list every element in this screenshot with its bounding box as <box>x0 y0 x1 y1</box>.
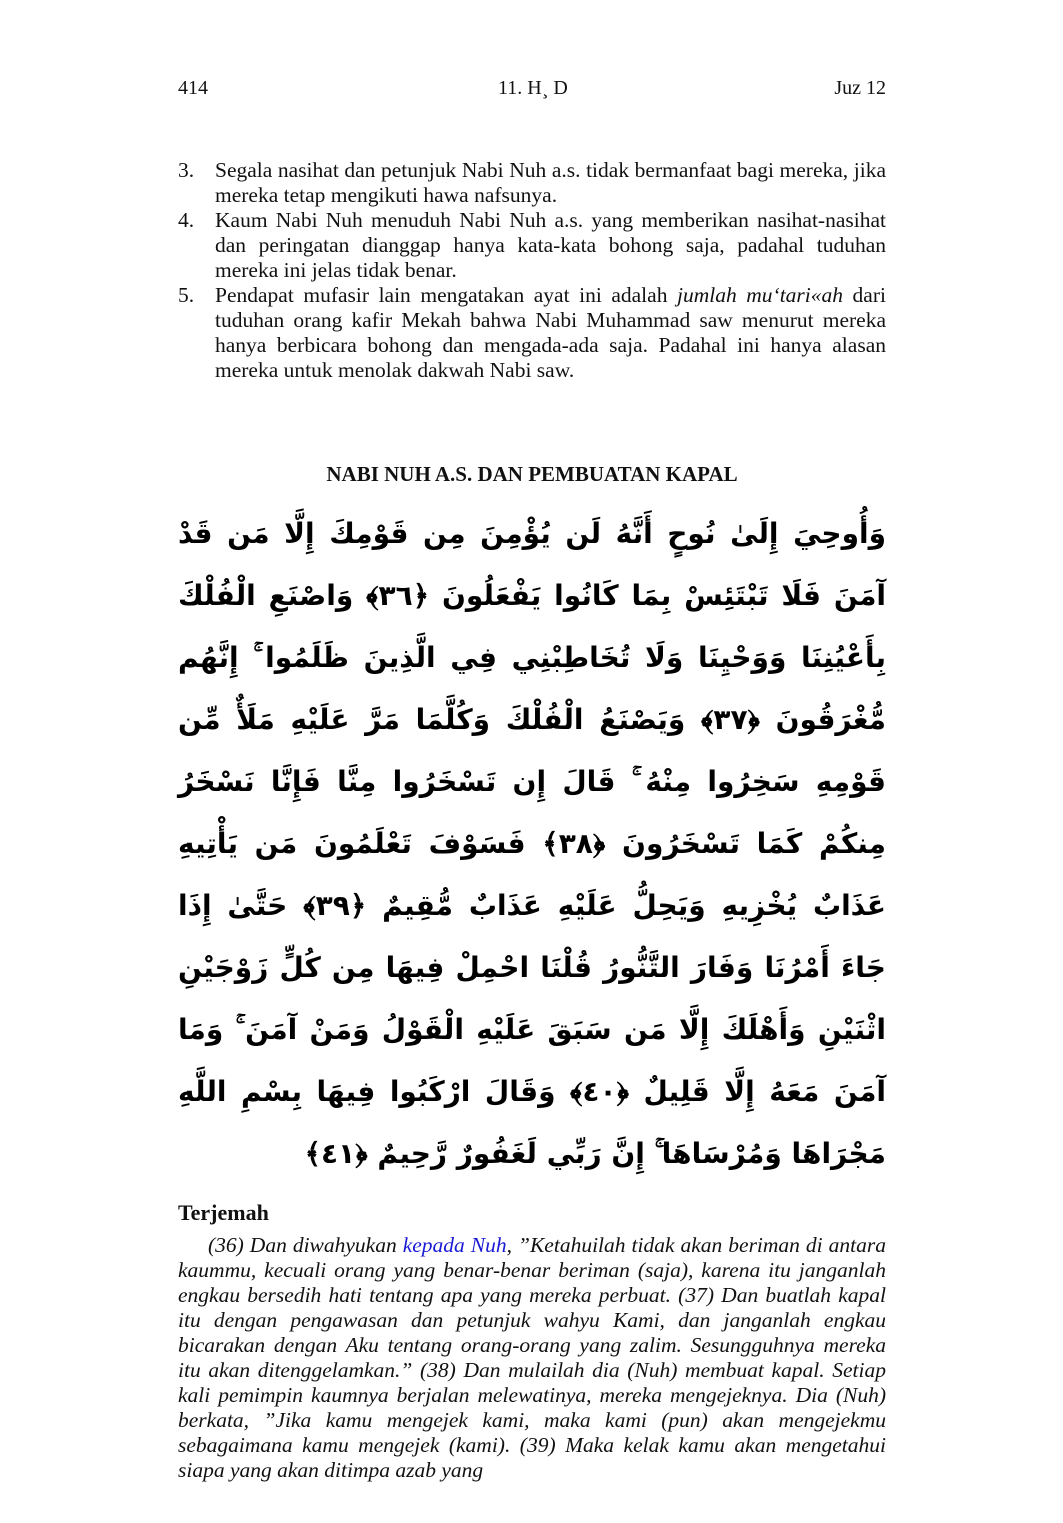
text-segment: Pendapat mufasir lain mengatakan ayat ini adalah <box>215 283 677 307</box>
section-heading: NABI NUH A.S. DAN PEMBUATAN KAPAL <box>326 462 738 486</box>
arabic-verses: وَأُوحِيَ إِلَىٰ نُوحٍ أَنَّهُ لَن يُؤْمِنَ مِن قَوْمِكَ إِلَّا مَن قَدْ آمَنَ فَلَا تَبْتَئِسْ بِمَا كَانُوا يَفْعَلُونَ ﴿٣٦﴾ وَاصْنَعِ الْفُلْكَ بِأَعْيُنِنَا وَوَحْيِنَا وَلَا تُخَاطِبْنِي فِي الَّذِينَ ظَلَمُوا ۚ إِنَّهُم مُّغْرَقُونَ ﴿٣٧﴾ وَيَصْنَعُ الْفُلْكَ وَكُلَّمَا مَرَّ عَلَيْهِ مَلَأٌ مِّن قَوْمِهِ سَخِرُوا مِنْهُ ۚ قَالَ إِن تَسْخَرُوا مِنَّا فَإِنَّا نَسْخَرُ مِنكُمْ كَمَا تَسْخَرُونَ ﴿٣٨﴾ فَسَوْفَ تَعْلَمُونَ مَن يَأْتِيهِ عَذَابٌ يُخْزِيهِ وَيَحِلُّ عَلَيْهِ عَذَابٌ مُّقِيمٌ ﴿٣٩﴾ حَتَّىٰ إِذَا جَاءَ أَمْرُنَا وَفَارَ التَّنُّورُ قُلْنَا احْمِلْ فِيهَا مِن كُلٍّ زَوْجَيْنِ اثْنَيْنِ وَأَهْلَكَ إِلَّا مَن سَبَقَ عَلَيْهِ الْقَوْلُ وَمَنْ آمَنَ ۚ وَمَا آمَنَ مَعَهُ إِلَّا قَلِيلٌ ﴿٤٠﴾ وَقَالَ ارْكَبُوا فِيهَا بِسْمِ اللَّهِ مَجْرَاهَا وَمُرْسَاهَا ۚ إِنَّ رَبِّي لَغَفُورٌ رَّحِيمٌ ﴿٤١﴾ <box>178 517 887 1170</box>
page-header <box>178 76 886 102</box>
list-item <box>178 283 886 383</box>
surah-title: 11. H¸ D <box>498 77 568 99</box>
text-segment: (36) Dan diwahyukan <box>208 1233 403 1257</box>
list-number: 4. <box>178 208 195 232</box>
points-list <box>178 158 886 383</box>
juz-label: Juz 12 <box>834 77 886 99</box>
italic-term: jumlah mu‘tari«ah <box>677 283 844 307</box>
list-number: 5. <box>178 283 195 307</box>
list-number: 3. <box>178 158 195 182</box>
list-text: Kaum Nabi Nuh menuduh Nabi Nuh a.s. yang memberikan nasihat-nasihat dan peringatan dianggap hanya kata-kata bohong saja, padahal tuduhan mereka ini jelas tidak benar. <box>215 208 886 282</box>
page-number: 414 <box>178 77 208 99</box>
translation-paragraph <box>178 1233 886 1483</box>
list-item <box>178 208 886 283</box>
list-text <box>215 283 886 383</box>
list-item <box>178 158 886 208</box>
translation-heading: Terjemah <box>178 1200 269 1225</box>
list-text: Segala nasihat dan petunjuk Nabi Nuh a.s. tidak bermanfaat bagi mereka, jika mereka tetap mengikuti hawa nafsunya. <box>215 158 886 207</box>
text-segment: , ”Ketahuilah tidak akan beriman di antara kaummu, kecuali orang yang benar-benar beriman (saja), karena itu janganlah engkau bersedih hati tentang apa yang mereka perbuat. (37) Dan buatlah kapal itu dengan pengawasan dan petunjuk wahyu Kami, dan janganlah engkau bicarakan dengan Aku tentang orang-orang yang zalim. Sesungguhnya mereka itu akan ditenggelamkan.” (38) Dan mulailah dia (Nuh) membuat kapal. Setiap kali pemimpin kaumnya berjalan melewatinya, mereka mengejeknya. Dia (Nuh) berkata, ”Jika kamu mengejek kami, maka kami (pun) akan mengejekmu sebagaimana kamu mengejek (kami). (39) Maka kelak kamu akan mengetahui siapa yang akan ditimpa azab yang <box>178 1233 886 1482</box>
highlighted-link[interactable]: kepada Nuh <box>402 1233 507 1257</box>
text-segment: dari tuduhan orang kafir Mekah bahwa Nabi Muhammad saw menurut mereka hanya berbicara bohong dan mengada-ada saja. Padahal ini hanya alasan mereka untuk menolak dakwah Nabi saw. <box>215 283 886 382</box>
